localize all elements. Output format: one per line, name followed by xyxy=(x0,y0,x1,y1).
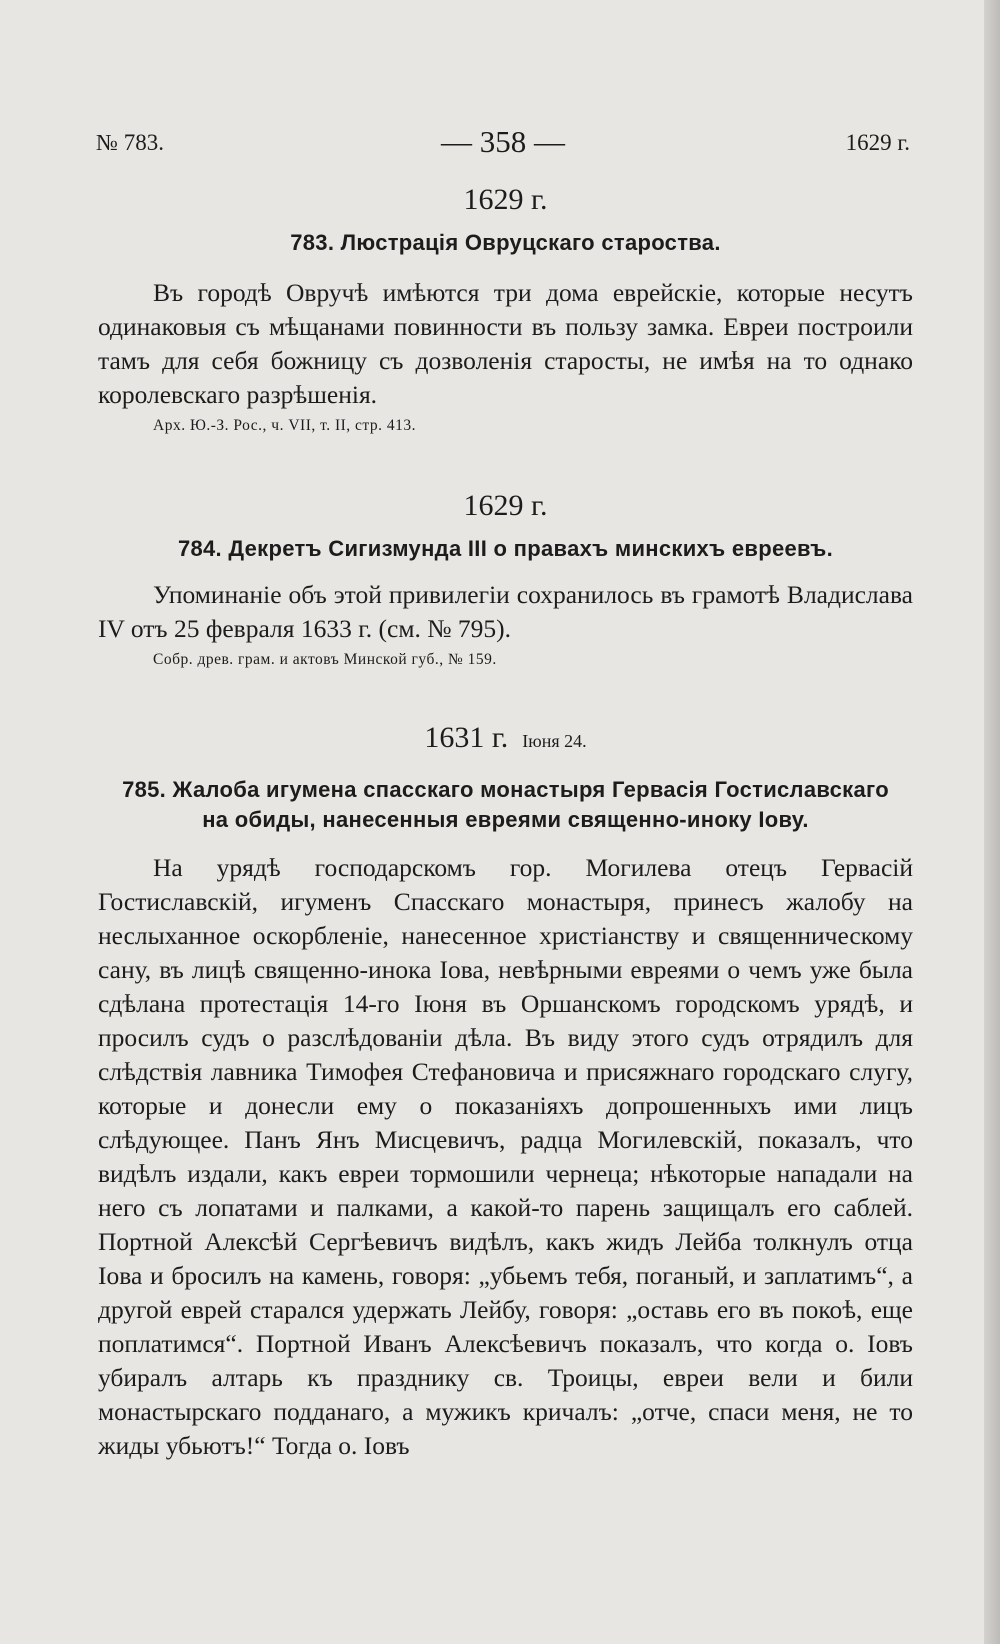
entry-title: 784. Декретъ Сигизмунда III о правахъ минскихъ евреевъ. xyxy=(177,536,834,561)
page-gutter xyxy=(984,0,1000,1644)
entry-date: Іюня 24. xyxy=(522,731,587,751)
entry-783 xyxy=(98,180,913,438)
page-content xyxy=(98,180,913,1463)
entry-year: 1629 г. xyxy=(463,183,548,216)
entry-year: 1629 г. xyxy=(463,489,548,522)
header-year: 1629 г. xyxy=(845,130,910,155)
entry-year: 1631 г. Іюня 24. xyxy=(424,721,587,754)
entry-paragraph: Въ городѣ Овручѣ имѣются три дома еврейскіе, которые несутъ одинаковыя съ мѣщанами повинности въ пользу замка. Евреи построили тамъ для себя божницу съ дозволенія старосты, не имѣя на то однако королевскаго разрѣшенія. xyxy=(98,278,913,409)
header-page-number: — 358 — xyxy=(441,124,565,159)
entry-paragraph: Упоминаніе объ этой привилегіи сохранилось въ грамотѣ Владислава IV отъ 25 февраля 1633 г. (см. № 795). xyxy=(98,580,913,643)
entry-title: 783. Люстрація Овруцскаго староства. xyxy=(290,230,721,255)
running-header xyxy=(96,124,910,160)
entry-784 xyxy=(98,486,913,672)
entry-title: 785. Жалоба игумена спасскаго монастыря Гервасія Гостиславскаго на обиды, нанесенныя евреями священно-иноку Іову. xyxy=(122,777,889,832)
entry-source: Собр. древ. грам. и актовъ Минской губ., № 159. xyxy=(153,651,497,668)
header-document-number: № 783. xyxy=(96,130,164,155)
entry-source: Арх. Ю.-З. Рос., ч. VII, т. II, стр. 413. xyxy=(153,417,417,434)
entry-paragraph: На урядѣ господарскомъ гор. Могилева отецъ Гервасій Гостиславскій, игуменъ Спасскаго монастыря, принесъ жалобу на неслыханное оскорбленіе, нанесенное христіанству и священническому сану, въ лицѣ священно-инока Іова, невѣрными евреями о чемъ уже была сдѣлана протестація 14-го Іюня въ Оршанскомъ городскомъ урядѣ, и просилъ судъ о разслѣдованіи дѣла. Въ виду этого судъ отрядилъ для слѣдствія лавника Тимофея Стефановича и присяжнаго городскаго слугу, которые и донесли ему о показаніяхъ допрошенныхъ ими лицъ слѣдующее. Панъ Янъ Мисцевичъ, радца Могилевскій, показалъ, что видѣлъ издали, какъ евреи тормошили чернеца; нѣкоторые нападали на него съ лопатами и палками, а какой-то парень защищалъ его саблей. Портной Алексѣй Сергѣевичъ видѣлъ, какъ жидъ Лейба толкнулъ отца Іова и бросилъ на камень, говоря: „убьемъ тебя, поганый, и заплатимъ“, а другой еврей старался удержать Лейбу, говоря: „оставь его въ покоѣ, еще поплатимся“. Портной Иванъ Алексѣевичъ показалъ, что когда о. Іовъ убиралъ алтарь къ празднику св. Троицы, евреи вели и били монастырскаго подданаго, а мужикъ кричалъ: „отче, спаси меня, не то жиды убьютъ!“ Тогда о. Іовъ xyxy=(98,853,913,1460)
entry-785 xyxy=(98,718,913,1463)
